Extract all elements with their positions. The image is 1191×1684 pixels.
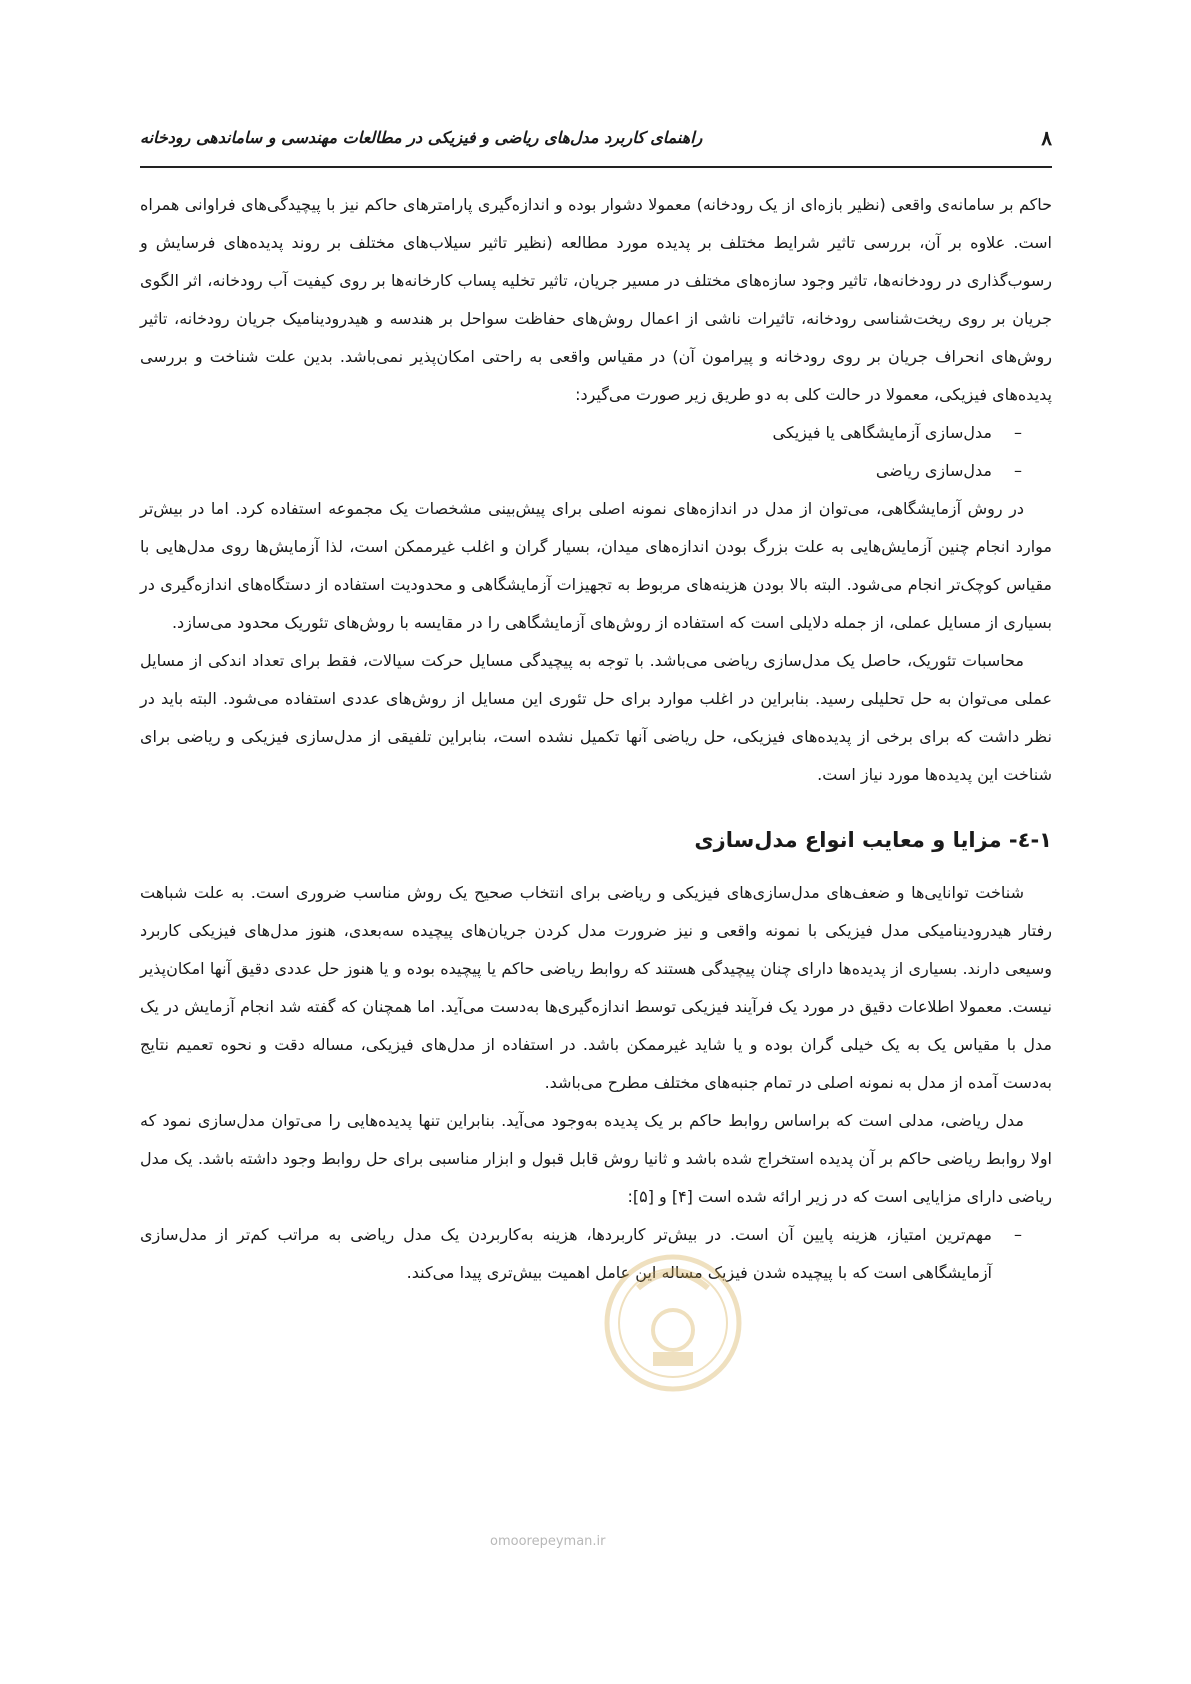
- list-item: [140, 414, 1022, 452]
- list-item: [140, 452, 1022, 490]
- dash-marker: –: [1014, 423, 1022, 442]
- list-item: [140, 1216, 1022, 1292]
- paragraph: در روش آزمایشگاهی، می‌توان از مدل در اندازه‌های نمونه اصلی برای پیش‌بینی مشخصات یک مجموعه استفاده کرد. اما در بیش‌تر موارد انجام چنین آزمایش‌هایی به علت بزرگ بودن اندازه‌های میدان، بسیار گران و اغلب غیرممکن است، لذا آزمایش‌ها روی مدل‌هایی با مقیاس کوچک‌تر انجام می‌شود. البته بالا بودن هزینه‌های مربوط به تجهیزات آزمایشگاهی و محدودیت استفاده از دستگاه‌های اندازه‌گیری در بسیاری از مسایل عملی، از جمله دلایلی است که استفاده از روش‌های آزمایشگاهی را در مقایسه با روش‌های تئوریک محدود می‌سازد.: [140, 499, 1052, 632]
- watermark-url: omoorepeyman.ir: [490, 1534, 606, 1549]
- list-item-text: مدل‌سازی ریاضی: [875, 461, 992, 480]
- list-item-text: مدل‌سازی آزمایشگاهی یا فیزیکی: [772, 423, 992, 442]
- paragraph: محاسبات تئوریک، حاصل یک مدل‌سازی ریاضی می‌باشد. با توجه به پیچیدگی مسایل حرکت سیالات، فقط برای تعداد اندکی از مسایل عملی می‌توان به حل تحلیلی رسید. بنابراین در اغلب موارد برای حل تئوری این مسایل از روش‌های عددی استفاده می‌شود. البته باید در نظر داشت که برای برخی از پدیده‌های فیزیکی، حل ریاضی آنها تکمیل نشده است، بنابراین تلفیقی از مدل‌سازی فیزیکی و ریاضی برای شناخت این پدیده‌ها مورد نیاز است.: [140, 651, 1052, 784]
- bullet-list: [140, 414, 1052, 490]
- page-header: [140, 126, 1052, 168]
- section-heading: ۱-٤- مزایا و معایب انواع مدل‌سازی: [694, 828, 1052, 852]
- watermark-logo-icon: [598, 1248, 748, 1398]
- paragraph: حاکم بر سامانه‌ی واقعی (نظیر بازه‌ای از یک رودخانه) معمولا دشوار بوده و اندازه‌گیری پارامترهای حاکم نیز با پیچیدگی‌های فراوانی همراه است. علاوه بر آن، بررسی تاثیر شرایط مختلف بر پدیده مورد مطالعه (نظیر تاثیر سیلاب‌های مختلف بر روند پدیده‌های فرسایش و رسوب‌گذاری در رودخانه‌ها، تاثیر وجود سازه‌های مختلف در مسیر جریان، تاثیر تخلیه پساب کارخانه‌ها بر روی کیفیت آب رودخانه، اثر الگوی جریان بر روی ریخت‌شناسی رودخانه، تاثیرات ناشی از اعمال روش‌های حفاظت سواحل بر هندسه و هیدرودینامیک جریان رودخانه، تاثیر روش‌های انحراف جریان بر روی رودخانه و پیرامون آن) در مقیاس واقعی به راحتی امکان‌پذیر نمی‌باشد. بدین علت شناخت و بررسی پدیده‌های فیزیکی، معمولا در حالت کلی به دو طریق زیر صورت می‌گیرد:: [140, 195, 1052, 404]
- list-item-text: مهم‌ترین امتیاز، هزینه پایین آن است. در بیش‌تر کاربردها، هزینه به‌کاربردن یک مدل ریاضی به مراتب کم‌تر از مدل‌سازی آزمایشگاهی است که با پیچیده شدن فیزیک مساله این عامل اهمیت بیش‌تری پیدا می‌کند.: [140, 1225, 992, 1282]
- page-number: ۸: [1041, 126, 1052, 150]
- bullet-list: [140, 1216, 1052, 1292]
- document-body: [140, 186, 1052, 1292]
- running-title: راهنمای کاربرد مدل‌های ریاضی و فیزیکی در مطالعات مهندسی و ساماندهی رودخانه: [140, 128, 703, 147]
- dash-marker: –: [1014, 1225, 1022, 1244]
- dash-marker: –: [1014, 461, 1022, 480]
- paragraph: مدل ریاضی، مدلی است که براساس روابط حاکم بر یک پدیده به‌وجود می‌آید. بنابراین تنها پدیده‌هایی را می‌توان مدل‌سازی نمود که اولا روابط ریاضی حاکم بر آن پدیده استخراج شده باشد و ثانیا روش قابل قبول و ابزار مناسبی برای حل روابط وجود داشته باشد. یک مدل ریاضی دارای مزایایی است که در زیر ارائه شده است [۴] و [۵]:: [140, 1111, 1052, 1206]
- paragraph: شناخت توانایی‌ها و ضعف‌های مدل‌سازی‌های فیزیکی و ریاضی برای انتخاب صحیح یک روش مناسب ضروری است. به علت شباهت رفتار هیدرودینامیکی مدل فیزیکی با نمونه واقعی و نیز ضرورت مدل کردن جریان‌های پیچیده سه‌بعدی، هنوز مدل‌های فیزیکی کاربرد وسیعی دارند. بسیاری از پدیده‌ها دارای چنان پیچیدگی هستند که روابط ریاضی حاکم یا پیچیده بوده و یا هنوز حل عددی دقیق آنها امکان‌پذیر نیست. معمولا اطلاعات دقیق در مورد یک فرآیند فیزیکی توسط اندازه‌گیری‌ها به‌دست می‌آید. اما همچنان که گفته شد انجام آزمایش در یک مدل با مقیاس یک به یک خیلی گران بوده و یا شاید غیرممکن باشد. در استفاده از مدل‌های فیزیکی، مساله دقت و نحوه تعمیم نتایج به‌دست آمده از مدل به نمونه اصلی در تمام جنبه‌های مختلف مطرح می‌باشد.: [140, 883, 1052, 1092]
